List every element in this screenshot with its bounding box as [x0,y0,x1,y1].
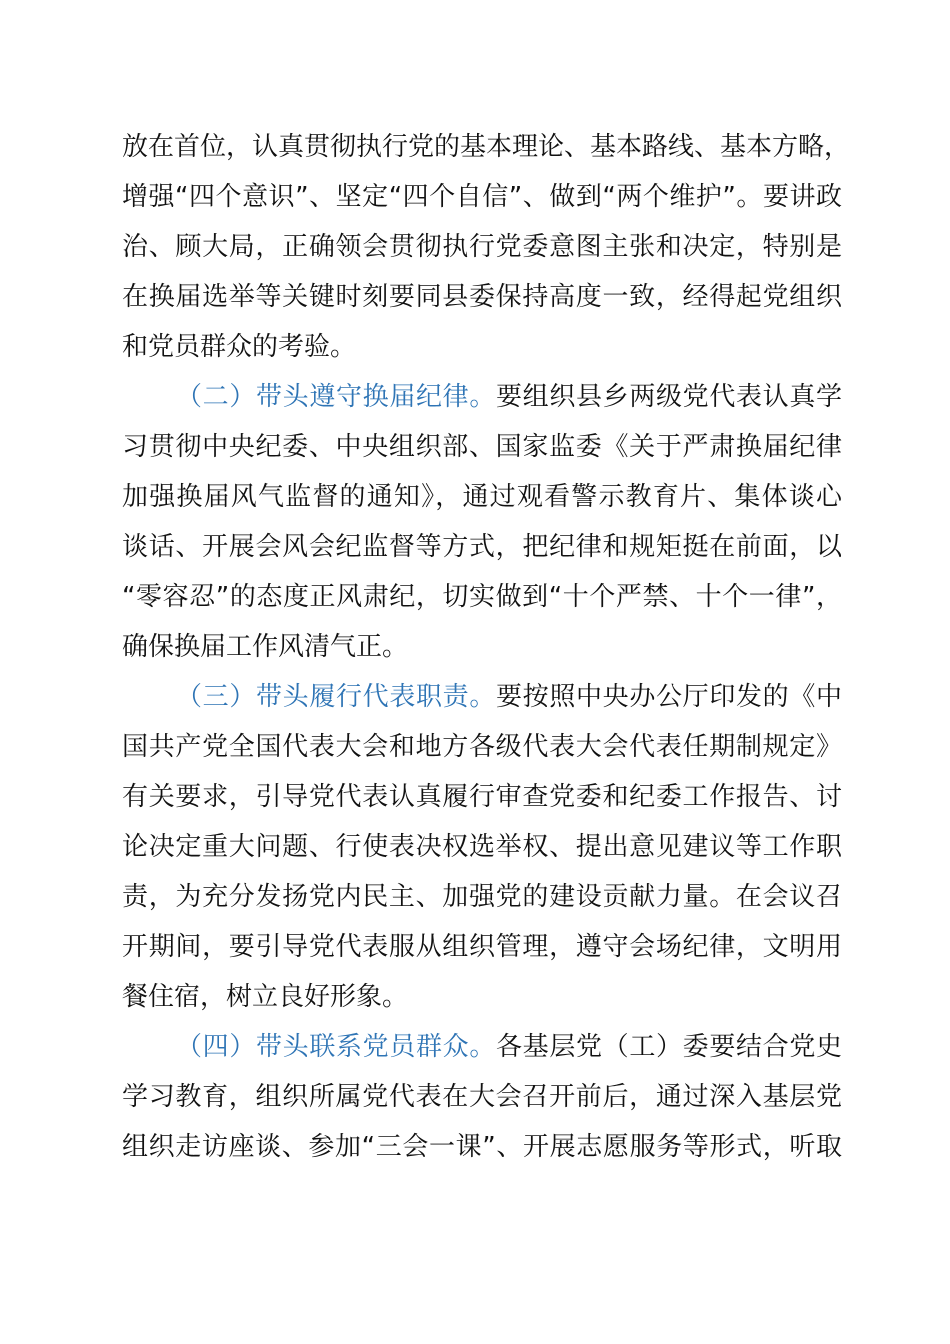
text-line: 组织走访座谈、参加“三会一课”、开展志愿服务等形式，听取 [122,1132,842,1162]
paragraph-discipline [122,372,842,672]
text-line: 有关要求，引导党代表认真履行审查党委和纪委工作报告、讨 [122,782,842,812]
text-line: 学习教育，组织所属党代表在大会召开前后，通过深入基层党 [122,1082,842,1112]
text-line: 治、顾大局，正确领会贯彻执行党委意图主张和决定，特别是 [122,232,842,262]
paragraph-contact [122,1022,842,1172]
text-line: 增强“四个意识”、坚定“四个自信”、做到“两个维护”。要讲政 [122,182,842,212]
paragraph-first-line [122,372,842,422]
section-heading: （四）带头联系党员群众。 [176,1032,496,1062]
text-line: 论决定重大问题、行使表决权选举权、提出意见建议等工作职 [122,832,842,862]
paragraph-continuation [122,122,851,372]
paragraph-first-line [122,672,842,722]
text-run: 要组织县乡两级党代表认真学 [496,382,842,412]
text-line: 餐住宿，树立良好形象。 [122,982,409,1012]
text-line: 开期间，要引导党代表服从组织管理，遵守会场纪律，文明用 [122,932,842,962]
text-line: 放在首位，认真贯彻执行党的基本理论、基本路线、基本方略， [122,132,851,162]
text-run: 要按照中央办公厅印发的《中 [496,682,842,712]
text-line: 国共产党全国代表大会和地方各级代表大会代表任期制规定》 [122,732,842,762]
text-line: 和党员群众的考验。 [122,332,357,362]
section-heading: （三）带头履行代表职责。 [176,682,496,712]
text-run: 各基层党（工）委要结合党史 [496,1032,842,1062]
text-line: 在换届选举等关键时刻要同县委保持高度一致，经得起党组织 [122,282,842,312]
text-line: 责，为充分发扬党内民主、加强党的建设贡献力量。在会议召 [122,882,842,912]
section-heading: （二）带头遵守换届纪律。 [176,382,496,412]
text-line: 习贯彻中央纪委、中央组织部、国家监委《关于严肃换届纪律 [122,432,842,462]
text-line: 谈话、开展会风会纪监督等方式，把纪律和规矩挺在前面，以 [122,532,842,562]
text-line: 加强换届风气监督的通知》，通过观看警示教育片、集体谈心 [122,482,842,512]
text-line: “零容忍”的态度正风肃纪，切实做到“十个严禁、十个一律”， [122,582,842,612]
text-line: 确保换届工作风清气正。 [122,632,409,662]
paragraph-duties [122,672,842,1022]
paragraph-first-line [122,1022,842,1072]
document-body [122,122,851,1172]
